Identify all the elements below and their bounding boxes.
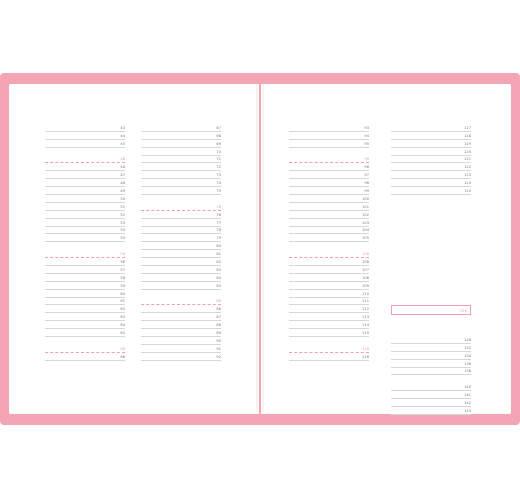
page-number: 57 — [120, 267, 125, 272]
index-row — [141, 124, 221, 132]
index-row — [141, 290, 221, 298]
page-number: 80 — [216, 244, 221, 249]
index-column-2 — [141, 124, 221, 361]
book-spread — [0, 73, 520, 425]
index-row — [289, 171, 369, 179]
page-number: 100 — [362, 196, 369, 201]
page-number: 76 — [216, 204, 221, 209]
page-number: 97 — [364, 173, 369, 178]
page-number: 86 — [216, 299, 221, 304]
index-row — [141, 171, 221, 179]
page-number: 44 — [120, 133, 125, 138]
page-number: 43 — [120, 125, 125, 130]
index-row — [45, 203, 125, 211]
page-number: 53 — [120, 220, 125, 225]
index-row — [141, 227, 221, 235]
page-number: 59 — [120, 283, 125, 288]
index-row — [289, 227, 369, 235]
right-page — [261, 84, 511, 414]
page-number: 109 — [362, 283, 369, 288]
section-header — [141, 298, 221, 306]
index-row — [45, 195, 125, 203]
index-column-1 — [45, 124, 125, 361]
page-number: 70 — [216, 149, 221, 154]
index-row — [45, 140, 125, 148]
page-number: 62 — [120, 307, 125, 312]
index-row — [45, 211, 125, 219]
page-number: 71 — [216, 157, 221, 162]
section-header — [289, 345, 369, 353]
index-row — [45, 179, 125, 187]
page-number: 136 — [464, 361, 471, 366]
page-number: 119 — [464, 141, 471, 146]
page-number: 88 — [216, 323, 221, 328]
toc-box-page: 126 — [459, 307, 467, 313]
section-header — [45, 156, 125, 164]
index-row — [289, 290, 369, 298]
index-row — [45, 227, 125, 235]
page-number: 48 — [120, 181, 125, 186]
page-number: 66 — [120, 346, 125, 351]
index-row — [45, 234, 125, 242]
index-row — [141, 140, 221, 148]
index-row — [289, 274, 369, 282]
index-row — [141, 353, 221, 361]
index-row — [289, 124, 369, 132]
page-number: 113 — [362, 315, 369, 320]
page-number: 58 — [120, 275, 125, 280]
page-number: 116 — [362, 346, 369, 351]
page-number: 86 — [216, 307, 221, 312]
index-row — [45, 290, 125, 298]
index-row — [391, 399, 471, 407]
page-number: 60 — [120, 291, 125, 296]
page-number: 89 — [216, 331, 221, 336]
page-number: 92 — [216, 354, 221, 359]
page-number: 51 — [120, 204, 125, 209]
index-row — [45, 163, 125, 171]
page-number: 106 — [362, 260, 369, 265]
index-row — [391, 375, 471, 383]
index-column-3 — [289, 124, 369, 361]
page-number: 46 — [120, 165, 125, 170]
page-number: 90 — [216, 338, 221, 343]
page-number: 56 — [120, 252, 125, 257]
index-row — [391, 368, 471, 376]
page-number: 101 — [362, 204, 369, 209]
page-number: 91 — [216, 346, 221, 351]
index-row — [141, 163, 221, 171]
index-row — [45, 258, 125, 266]
index-row — [141, 234, 221, 242]
index-row — [141, 282, 221, 290]
page-number: 55 — [120, 236, 125, 241]
index-row — [45, 337, 125, 345]
index-row — [141, 211, 221, 219]
index-row — [289, 187, 369, 195]
index-row — [141, 219, 221, 227]
index-row — [45, 282, 125, 290]
page-number: 85 — [216, 283, 221, 288]
page-number: 110 — [362, 291, 369, 296]
index-row — [45, 148, 125, 156]
left-page — [9, 84, 259, 414]
section-header — [45, 345, 125, 353]
page-number: 124 — [464, 181, 471, 186]
page-number: 138 — [464, 369, 471, 374]
page-number: 79 — [216, 236, 221, 241]
index-row — [391, 132, 471, 140]
index-row — [141, 274, 221, 282]
page-number: 50 — [120, 196, 125, 201]
page-number: 81 — [216, 252, 221, 257]
page-number: 112 — [362, 307, 369, 312]
index-row — [391, 171, 471, 179]
page-number: 107 — [362, 267, 369, 272]
index-row — [289, 258, 369, 266]
index-row — [289, 132, 369, 140]
index-row — [391, 179, 471, 187]
page-number: 102 — [362, 212, 369, 217]
index-row — [141, 329, 221, 337]
index-row — [289, 148, 369, 156]
page-number: 74 — [216, 181, 221, 186]
index-row — [289, 219, 369, 227]
index-row — [391, 352, 471, 360]
page-number: 96 — [364, 157, 369, 162]
page-number: 143 — [464, 408, 471, 413]
index-row — [391, 336, 471, 344]
index-row — [45, 132, 125, 140]
index-row — [141, 195, 221, 203]
index-row — [289, 305, 369, 313]
page-number: 141 — [464, 393, 471, 398]
gutter — [256, 84, 264, 414]
page-number: 64 — [120, 323, 125, 328]
index-column-5 — [391, 336, 471, 415]
index-row — [289, 242, 369, 250]
page-number: 111 — [362, 299, 369, 304]
page-number: 45 — [120, 141, 125, 146]
index-row — [289, 282, 369, 290]
page-number: 121 — [464, 157, 471, 162]
index-row — [45, 353, 125, 361]
index-row — [391, 140, 471, 148]
index-row — [391, 187, 471, 195]
page-number: 114 — [362, 323, 369, 328]
page-number: 77 — [216, 220, 221, 225]
page-number: 82 — [216, 260, 221, 265]
page-number: 49 — [120, 189, 125, 194]
page-number: 99 — [364, 189, 369, 194]
section-header — [45, 250, 125, 258]
page-number: 78 — [216, 228, 221, 233]
index-row — [289, 321, 369, 329]
index-row — [391, 407, 471, 415]
page-number: 105 — [362, 236, 369, 241]
index-row — [289, 337, 369, 345]
index-row — [141, 187, 221, 195]
page-number: 125 — [464, 189, 471, 194]
index-row — [141, 337, 221, 345]
index-row — [289, 234, 369, 242]
section-header — [141, 203, 221, 211]
page-number: 106 — [362, 252, 369, 257]
index-row — [141, 148, 221, 156]
index-row — [289, 313, 369, 321]
page-number: 56 — [120, 260, 125, 265]
index-row — [45, 124, 125, 132]
page-number: 128 — [464, 337, 471, 342]
page-number: 104 — [362, 228, 369, 233]
page-number: 132 — [464, 345, 471, 350]
index-row — [391, 156, 471, 164]
index-row — [289, 353, 369, 361]
index-row — [391, 148, 471, 156]
page-number: 47 — [120, 173, 125, 178]
index-row — [141, 179, 221, 187]
page-number: 65 — [120, 331, 125, 336]
page-number: 68 — [216, 133, 221, 138]
index-row — [289, 266, 369, 274]
index-row — [141, 242, 221, 250]
section-header — [289, 156, 369, 164]
index-column-4 — [391, 124, 471, 195]
index-row — [45, 313, 125, 321]
index-row — [141, 321, 221, 329]
index-row — [45, 187, 125, 195]
index-row — [45, 274, 125, 282]
page-number: 87 — [216, 315, 221, 320]
index-row — [141, 132, 221, 140]
page-number: 142 — [464, 401, 471, 406]
index-row — [45, 305, 125, 313]
page-number: 63 — [120, 315, 125, 320]
page-number: 93 — [364, 125, 369, 130]
index-row — [289, 179, 369, 187]
index-row — [141, 345, 221, 353]
page-number: 108 — [362, 275, 369, 280]
page-number: 118 — [464, 133, 471, 138]
page-number: 73 — [216, 173, 221, 178]
index-row — [141, 258, 221, 266]
page-number: 84 — [216, 275, 221, 280]
index-row — [391, 360, 471, 368]
index-row — [289, 298, 369, 306]
index-row — [289, 329, 369, 337]
index-row — [45, 321, 125, 329]
page-number: 46 — [120, 157, 125, 162]
page-number: 75 — [216, 189, 221, 194]
index-row — [391, 391, 471, 399]
page-number: 61 — [120, 299, 125, 304]
index-row — [289, 140, 369, 148]
page-number: 96 — [364, 165, 369, 170]
page-number: 140 — [464, 385, 471, 390]
index-row — [391, 344, 471, 352]
page-number: 103 — [362, 220, 369, 225]
index-row — [45, 329, 125, 337]
index-row — [141, 266, 221, 274]
page-number: 76 — [216, 212, 221, 217]
page-number: 83 — [216, 267, 221, 272]
index-row — [45, 171, 125, 179]
toc-box — [391, 305, 471, 315]
page-number: 98 — [364, 181, 369, 186]
index-row — [45, 242, 125, 250]
page-number: 123 — [464, 173, 471, 178]
index-row — [141, 250, 221, 258]
page-number: 94 — [364, 133, 369, 138]
index-row — [45, 298, 125, 306]
page-number: 117 — [464, 125, 471, 130]
index-row — [391, 124, 471, 132]
index-row — [289, 203, 369, 211]
index-row — [141, 305, 221, 313]
page-number: 115 — [362, 331, 369, 336]
page-number: 120 — [464, 149, 471, 154]
index-row — [45, 219, 125, 227]
page-number: 54 — [120, 228, 125, 233]
page-number: 134 — [464, 353, 471, 358]
page-number: 72 — [216, 165, 221, 170]
index-row — [289, 195, 369, 203]
page-number: 52 — [120, 212, 125, 217]
page-number: 69 — [216, 141, 221, 146]
index-row — [45, 266, 125, 274]
page-number: 95 — [364, 141, 369, 146]
page-number: 122 — [464, 165, 471, 170]
index-row — [141, 156, 221, 164]
index-row — [141, 313, 221, 321]
page-number: 66 — [120, 354, 125, 359]
page-number: 67 — [216, 125, 221, 130]
index-row — [391, 163, 471, 171]
index-row — [289, 211, 369, 219]
page-number: 116 — [362, 354, 369, 359]
section-header — [289, 250, 369, 258]
index-row — [289, 163, 369, 171]
index-row — [391, 383, 471, 391]
